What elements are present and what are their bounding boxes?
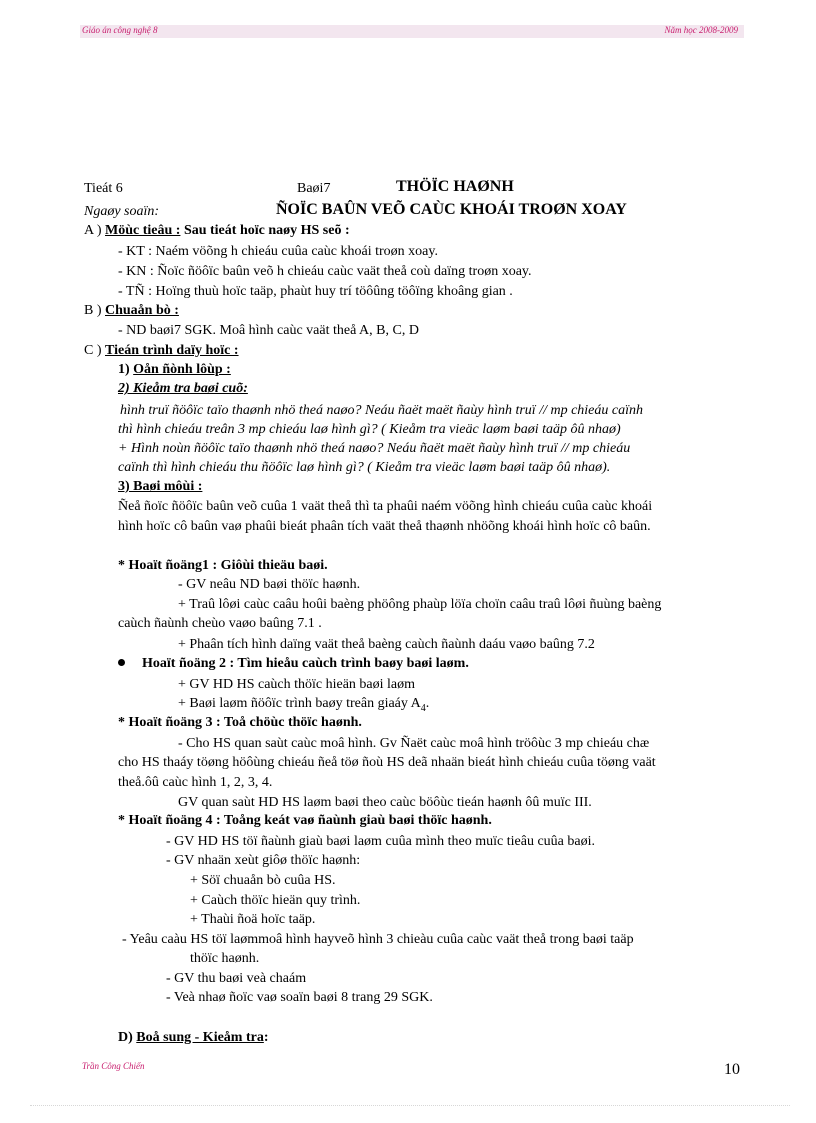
new-lesson-line: hình hoïc cô baûn vaø phaûi bieát phaân tích vaät theå thaønh nhöõng khoái hình hoïc cô baûn. <box>118 519 651 534</box>
page-number: 10 <box>724 1061 740 1078</box>
activity-4-line: + Söï chuaån bò cuûa HS. <box>190 873 336 888</box>
activity-4-line: + Caùch thöïc hieän quy trình. <box>190 893 361 908</box>
activity-1-line: + Traû lôøi caùc caâu hoûi baèng phöông phaùp löïa choïn caâu traû lôøi ñuùng baèng <box>178 597 662 612</box>
activity-2-line: + Baøi laøm ñöôïc trình baøy treân giaáy $A_4$. <box>178 696 430 714</box>
activity-4-line: - GV thu baøi veà chaám <box>166 971 307 986</box>
activity-4-line: - Veà nhaø ñoïc vaø soaïn baøi 8 trang 29 SGK. <box>166 990 433 1005</box>
activity-3-title: * Hoaït ñoäng 3 : Toå chöùc thöïc haønh. <box>118 715 362 730</box>
header-left: Giáo án công nghệ 8 <box>82 25 158 35</box>
step-2-heading: 2) Kieåm tra baøi cuõ: <box>118 381 248 396</box>
section-d-heading: D) Boå sung - Kieåm tra: <box>118 1030 269 1045</box>
footer-divider <box>30 1105 790 1106</box>
lesson-number: Tieát 6 <box>84 181 123 196</box>
footer-author: Trần Công Chiến <box>82 1061 145 1071</box>
objective-kn: - KN : Ñoïc ñöôïc baûn veõ h chieáu caùc vaät theå coù daïng troøn xoay. <box>118 264 532 279</box>
review-line: thì hình chieáu treân 3 mp chieáu laø hình gì? ( Kieåm tra vieäc laøm baøi taäp ôû nhaø) <box>118 422 621 437</box>
review-line: hình truï ñöôïc taïo thaønh nhö theá naøo? Neáu ñaët maët ñaùy hình truï // mp chieáu caïnh <box>120 403 644 418</box>
page-subtitle: ÑOÏC BAÛN VEÕ CAÙC KHOÁI TROØN XOAY <box>276 201 627 218</box>
page-header-band <box>80 25 744 38</box>
new-lesson-line: Ñeå ñoïc ñöôïc baûn veõ cuûa 1 vaät theå thì ta phaûi naém vöõng hình chieáu cuûa caùc khoái <box>118 499 653 514</box>
review-line: + Hình noùn ñöôïc taïo thaønh nhö theá naøo? Neáu ñaët maët ñaùy hình truï // mp chieáu <box>118 441 631 456</box>
page-title: THÖÏC HAØNH <box>396 178 514 195</box>
date-label: Ngaøy soaïn: <box>84 204 160 219</box>
activity-3-line: - Cho HS quan saùt caùc moâ hình. Gv Ñaët caùc moâ hình tröôùc 3 mp chieáu chæ <box>178 736 650 751</box>
activity-1-line: + Phaân tích hình daïng vaät theå baèng caùch ñaùnh daáu vaøo baûng 7.2 <box>178 637 595 652</box>
section-c-heading: C ) Tieán trình daïy hoïc : <box>84 343 239 358</box>
activity-1-line: - GV neâu ND baøi thöïc haønh. <box>178 577 361 592</box>
activity-2-title: Hoaït ñoäng 2 : Tìm hieåu caùch trình baøy baøi laøm. <box>142 656 469 671</box>
activity-4-line: - GV HD HS töï ñaùnh giaù baøi laøm cuûa mình theo muïc tieâu cuûa baøi. <box>166 834 595 849</box>
activity-4-line: + Thaùi ñoä hoïc taäp. <box>190 912 316 927</box>
objective-kt: - KT : Naém vöõng h chieáu cuûa caùc khoái troøn xoay. <box>118 244 438 259</box>
activity-3-line: cho HS thaáy töøng höôùng chieáu ñeå töø ñoù HS deã nhaän bieát hình chieáu cuûa töøng vaät <box>118 755 656 770</box>
lesson-bai: Baøi7 <box>297 181 331 196</box>
activity-4-line: - GV nhaän xeùt giôø thöïc haønh: <box>166 853 361 868</box>
activity-1-title: * Hoaït ñoäng1 : Giôùi thieäu baøi. <box>118 558 328 573</box>
step-3-heading: 3) Baøi môùi : <box>118 479 203 494</box>
activity-3-line: theå.ôû caùc hình 1, 2, 3, 4. <box>118 775 273 790</box>
step-1-heading: 1) Oån ñònh lôùp : <box>118 362 231 377</box>
activity-4-title: * Hoaït ñoäng 4 : Toång keát vaø ñaùnh giaù baøi thöïc haønh. <box>118 813 492 828</box>
review-line: caïnh thì hình chieáu thu ñöôïc laø hình gì? ( Kieåm tra vieäc laøm baøi taäp ôû nhaø). <box>118 460 611 475</box>
bullet-icon <box>118 659 125 666</box>
preparation-item: - ND baøi7 SGK. Moâ hình caùc vaät theå A, B, C, D <box>118 323 419 338</box>
objective-td: - TÑ : Hoïng thuù hoïc taäp, phaùt huy trí töôûng töôïng khoâng gian . <box>118 284 513 299</box>
activity-1-line: caùch ñaùnh cheùo vaøo baûng 7.1 . <box>118 616 322 631</box>
section-a-heading: A ) Möùc tieâu : Sau tieát hoïc naøy HS seõ : <box>84 223 350 238</box>
header-right: Năm học 2008-2009 <box>664 25 738 35</box>
activity-2-line: + GV HD HS caùch thöïc hieän baøi laøm <box>178 677 416 692</box>
activity-4-line: thöïc haønh. <box>190 951 260 966</box>
activity-3-line: GV quan saùt HD HS laøm baøi theo caùc böôùc tieán haønh ôû muïc III. <box>178 795 592 810</box>
section-b-heading: B ) Chuaån bò : <box>84 303 179 318</box>
activity-4-line: - Yeâu caàu HS töï laømmoâ hình hayveõ hình 3 chieàu cuûa caùc vaät theå trong baøi taäp <box>122 932 634 947</box>
